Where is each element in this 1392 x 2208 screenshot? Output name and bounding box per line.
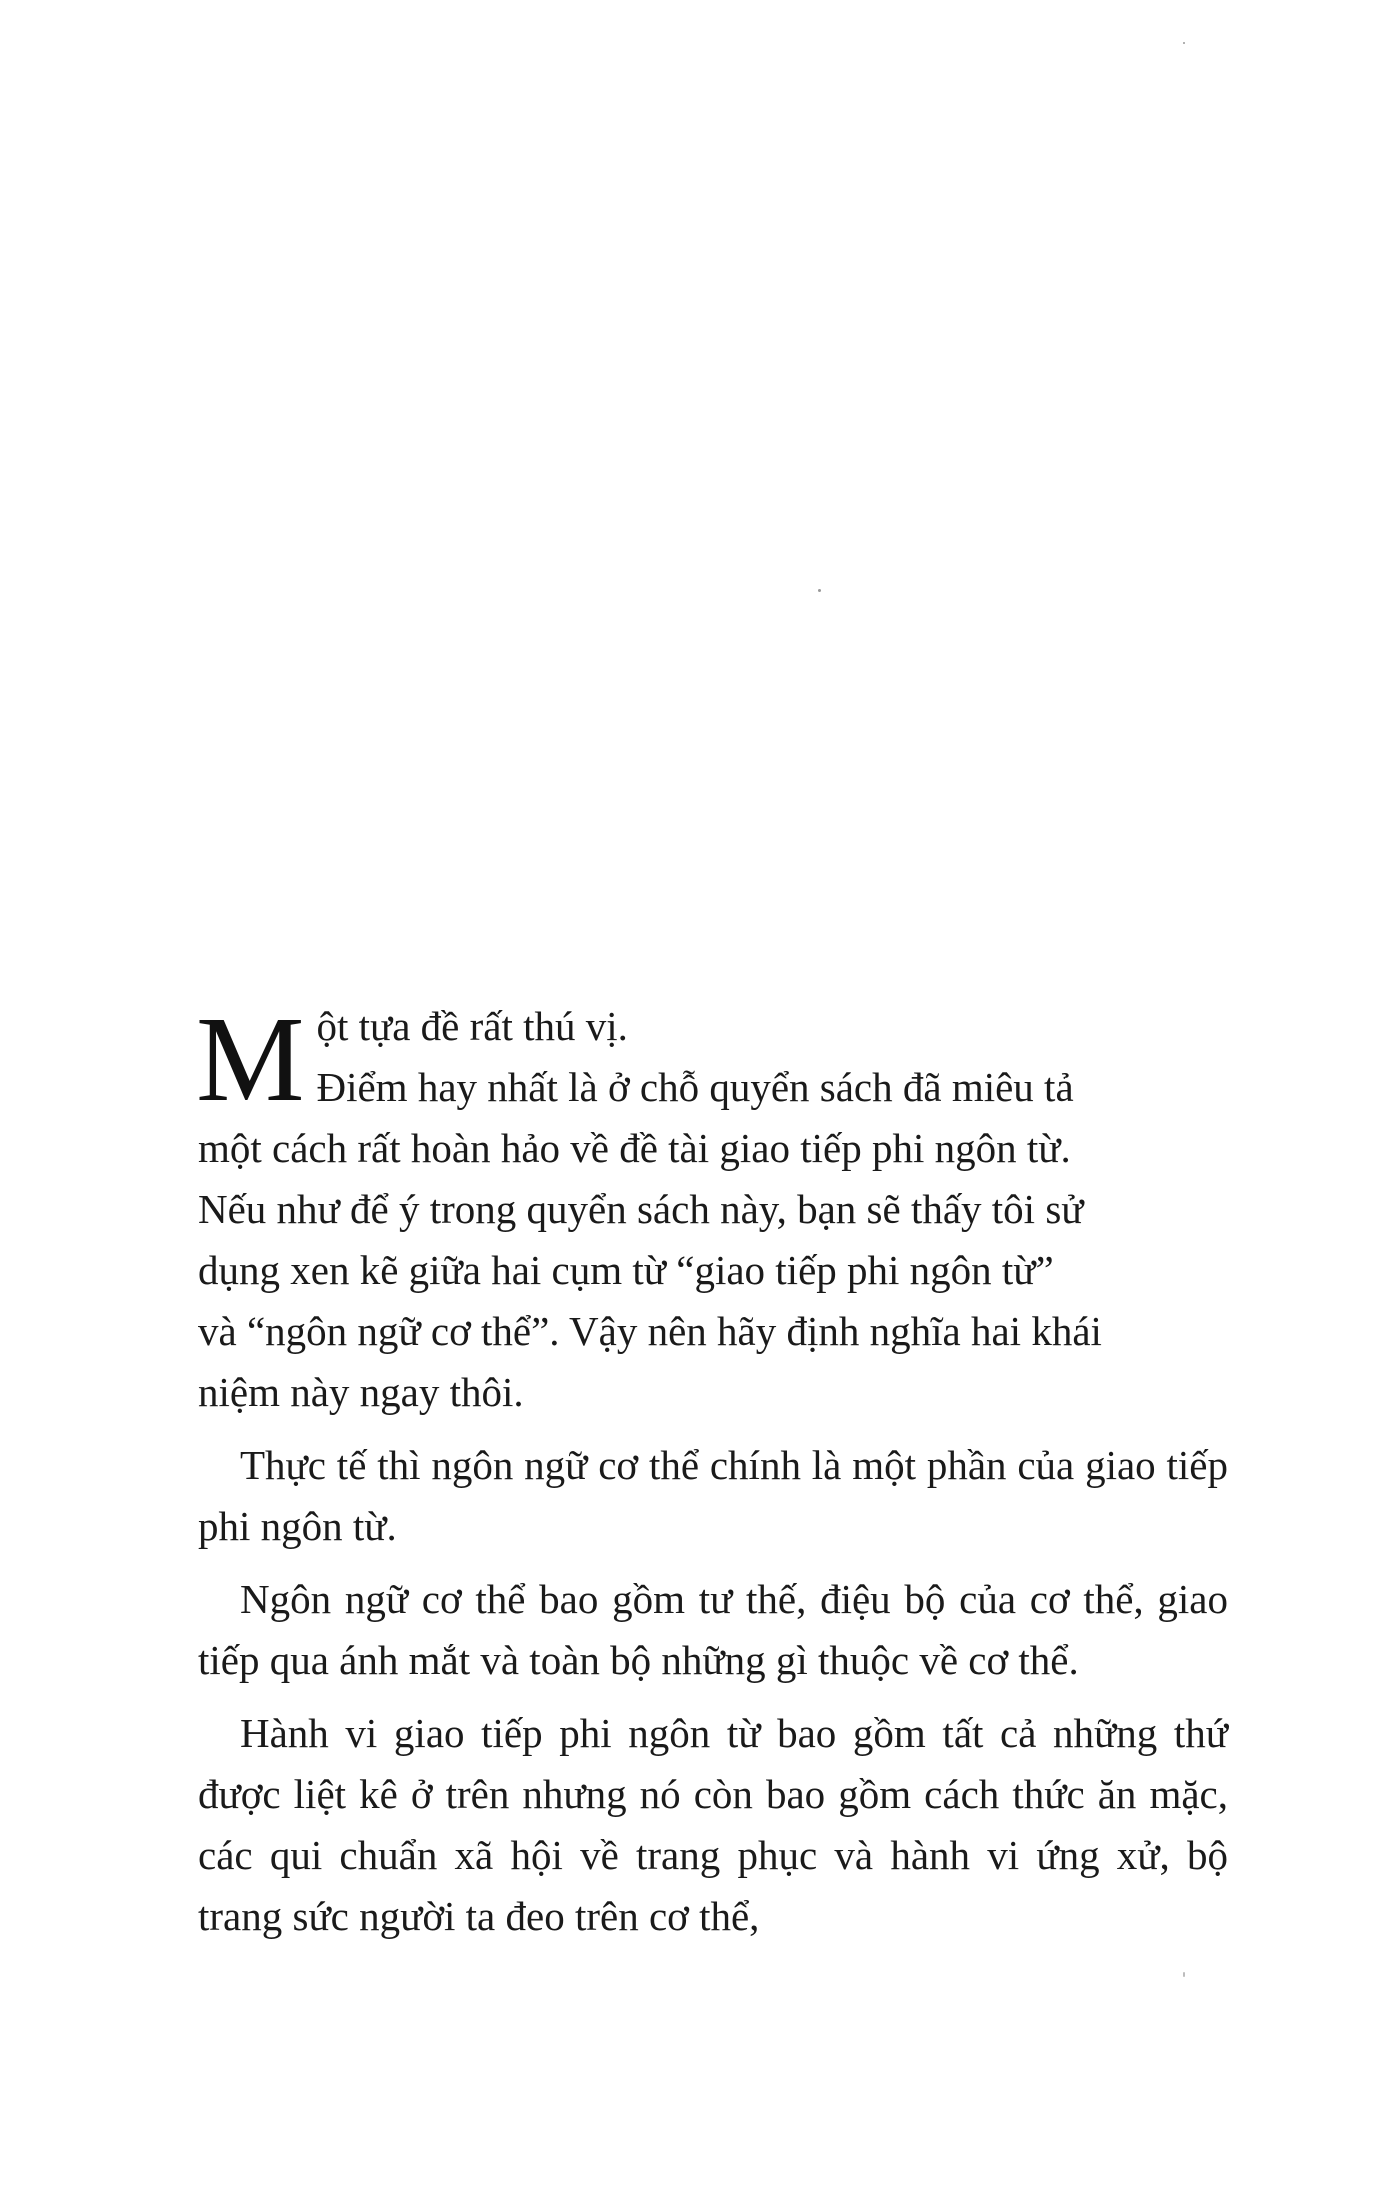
paragraph-1-line: dụng xen kẽ giữa hai cụm từ “giao tiếp phi ngôn từ”: [198, 1247, 1054, 1293]
paragraph-4: Hành vi giao tiếp phi ngôn từ bao gồm tất cả những thứ được liệt kê ở trên nhưng nó còn bao gồm cách thức ăn mặc, các qui chuẩn xã hội về trang phục và hành vi ứng xử, bộ trang sức người ta đeo trên cơ thể,: [198, 1710, 1228, 1939]
paragraph-1-line: và “ngôn ngữ cơ thể”. Vậy nên hãy định nghĩa hai khái: [198, 1308, 1102, 1354]
paragraph-3: Ngôn ngữ cơ thể bao gồm tư thế, điệu bộ của cơ thể, giao tiếp qua ánh mắt và toàn bộ những gì thuộc về cơ thể.: [198, 1576, 1228, 1683]
paragraph-1-line: niệm này ngay thôi.: [198, 1369, 524, 1415]
body-text: [196, 992, 1228, 1959]
paragraph-1-line: ột tựa đề rất thú vị.: [316, 1003, 628, 1049]
scan-speck: [1183, 42, 1185, 44]
paragraph-1-line: Nếu như để ý trong quyển sách này, bạn sẽ thấy tôi sử: [198, 1186, 1084, 1232]
paragraph-1: [196, 992, 1228, 1423]
paragraph-1-line: một cách rất hoàn hảo về đề tài giao tiếp phi ngôn từ.: [198, 1125, 1071, 1171]
scan-speck: [1183, 1972, 1185, 1977]
drop-cap: M: [196, 992, 305, 1127]
scan-speck: [818, 589, 821, 592]
paragraph-1-line: Điểm hay nhất là ở chỗ quyển sách đã miêu tả: [316, 1064, 1074, 1110]
paragraph-2: Thực tế thì ngôn ngữ cơ thể chính là một phần của giao tiếp phi ngôn từ.: [198, 1442, 1228, 1549]
